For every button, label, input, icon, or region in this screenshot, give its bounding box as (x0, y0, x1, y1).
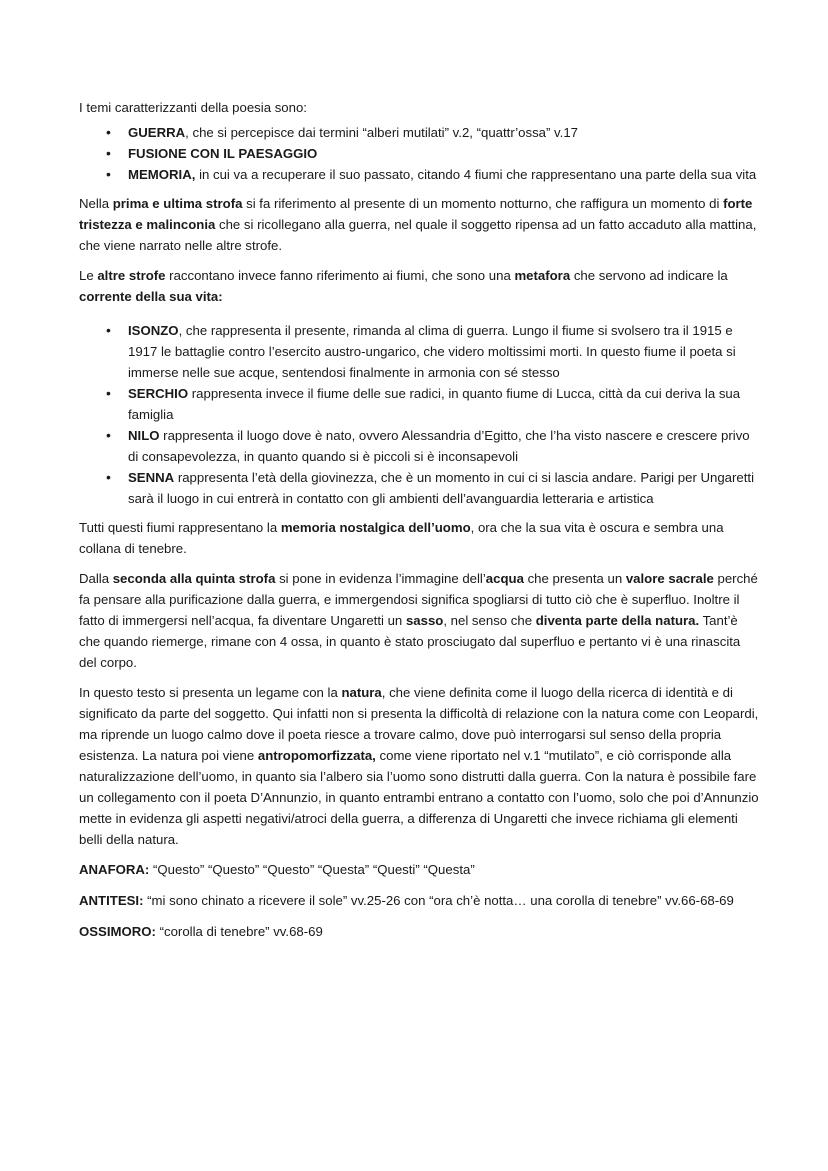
paragraph: Tutti questi fiumi rappresentano la memoria nostalgica dell’uomo, ora che la sua vita è oscura e sembra una collana di tenebre. (79, 520, 724, 556)
paragraph: In questo testo si presenta un legame con la natura, che viene definita come il luogo della ricerca di identità e di significato da parte del soggetto. Qui infatti non si presenta la difficoltà di relazione con la natura come con Leopardi, ma riprende un luogo calmo dove il poeta riesce a trovare calmo, dove può interrogarsi sul senso della propria esistenza. La natura poi viene antropomorfizzata, come viene riportato nel v.1 “mutilato”, e ciò corrisponde alla naturalizzazione dell’uomo, in quanto sia l’albero sia l’uomo sono distrutti dalla guerra. Con la natura è possibile fare un collegamento con il poeta D’Annunzio, in quanto entrambi entrano a contatto con l’uomo, solo che poi d’Annunzio mette in evidenza gli aspetti negativi/atroci della guerra, a differenza di Ungaretti che invece richiama gli elementi belli della natura. (79, 685, 759, 847)
list-item: • SENNA rappresenta l’età della giovinezza, che è un momento in cui ci si lascia andare. Parigi per Ungaretti sarà il luogo in cui entrerà in contatto con gli ambienti dell’avanguardia letteraria e artistica (79, 467, 759, 509)
list-item: • GUERRA, che si percepisce dai termini “alberi mutilati” v.2, “quattr’ossa” v.17 (79, 122, 759, 143)
paragraph: Dalla seconda alla quinta strofa si pone in evidenza l’immagine dell’acqua che presenta un valore sacrale perché fa pensare alla purificazione dalla guerra, e immergendosi significa spogliarsi di tutto ciò che è superfluo. Inoltre il fatto di immergersi nell’acqua, fa diventare Ungaretti un sasso, nel senso che diventa parte della natura. Tant’è che quando riemerge, rimane con 4 ossa, in quanto è stato prosciugato dal superfluo e pertanto vi è una rinascita del corpo. (79, 571, 758, 670)
list-item: • ISONZO, che rappresenta il presente, rimanda al clima di guerra. Lungo il fiume si svolsero tra il 1915 e 1917 le battaglie contro l’esercito austro-ungarico, che videro moltissimi morti. In questo fiume il poeta si immerse nelle sue acque, sentendosi finalmente in armonia con sé stesso (79, 320, 759, 383)
document-page (79, 97, 759, 952)
rivers-list (79, 320, 759, 509)
list-item: • SERCHIO rappresenta invece il fiume delle sue radici, in quanto fiume di Lucca, città da cui deriva la sua famiglia (79, 383, 759, 425)
anafora-line: ANAFORA: “Questo” “Questo” “Questo” “Questa” “Questi” “Questa” (79, 862, 475, 877)
themes-list (79, 122, 759, 185)
paragraph: Nella prima e ultima strofa si fa riferimento al presente di un momento notturno, che raffigura un momento di forte tristezza e malinconia che si ricollegano alla guerra, nel quale il soggetto ripensa ad un fatto accaduto alla mattina, che viene narrato nelle altre strofe. (79, 196, 757, 253)
ossimoro-line: OSSIMORO: “corolla di tenebre” vv.68-69 (79, 924, 323, 939)
paragraph: Le altre strofe raccontano invece fanno riferimento ai fiumi, che sono una metafora che servono ad indicare la corrente della sua vita: (79, 268, 728, 304)
list-item: • MEMORIA, in cui va a recuperare il suo passato, citando 4 fiumi che rappresentano una parte della sua vita (79, 164, 759, 185)
list-item: • FUSIONE CON IL PAESAGGIO (79, 143, 759, 164)
intro-text: I temi caratterizzanti della poesia sono: (79, 100, 307, 115)
list-item: • NILO rappresenta il luogo dove è nato, ovvero Alessandria d’Egitto, che l’ha visto nascere e crescere privo di consapevolezza, in quanto quando si è piccoli si è inconsapevoli (79, 425, 759, 467)
antitesi-line: ANTITESI: “mi sono chinato a ricevere il sole” vv.25-26 con “ora ch’è notta… una corolla di tenebre” vv.66-68-69 (79, 893, 734, 908)
